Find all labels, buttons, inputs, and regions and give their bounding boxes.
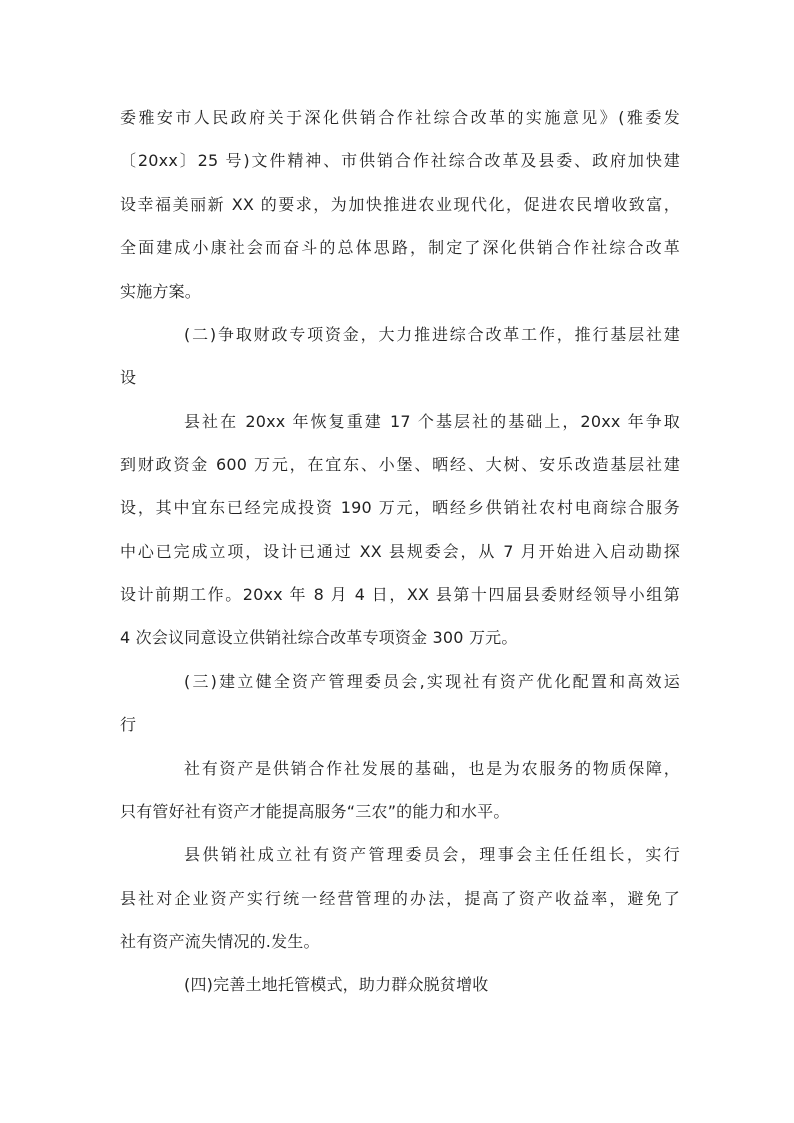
- paragraph-line: 设幸福美丽新 XX 的要求，为加快推进农业现代化，促进农民增收致富，: [120, 195, 680, 214]
- paragraph-line: 设，其中宜东已经完成投资 190 万元，晒经乡供销社农村电商综合服务: [120, 498, 680, 517]
- paragraph-line: 〔20xx〕25 号)文件精神、市供销合作社综合改革及县委、政府加快建: [120, 151, 680, 170]
- paragraph-line: 中心已完成立项，设计已通过 XX 县规委会，从 7 月开始进入启动勘探: [120, 542, 680, 561]
- section-heading-line: (二)争取财政专项资金，大力推进综合改革工作，推行基层社建: [184, 325, 680, 344]
- paragraph-line: 委雅安市人民政府关于深化供销合作社综合改革的实施意见》(雅委发: [120, 108, 680, 127]
- paragraph-line: 4 次会议同意设立供销社综合改革专项资金 300 万元。: [120, 628, 518, 647]
- paragraph-line: 只有管好社有资产才能提高服务“三农”的能力和水平。: [120, 802, 510, 821]
- paragraph-line: 到财政资金 600 万元，在宜东、小堡、晒经、大树、安乐改造基层社建: [120, 455, 680, 474]
- paragraph-line: 设计前期工作。20xx 年 8 月 4 日，XX 县第十四届县委财经领导小组第: [120, 585, 680, 604]
- section-heading-line: 设: [120, 368, 137, 387]
- section-heading-line: (三)建立健全资产管理委员会,实现社有资产优化配置和高效运: [184, 672, 680, 691]
- section-heading-line: 行: [120, 715, 137, 734]
- paragraph-line: 县社对企业资产实行统一经营管理的办法，提高了资产收益率，避免了: [120, 889, 680, 908]
- paragraph-line: 社有资产是供销合作社发展的基础，也是为农服务的物质保障，: [184, 759, 680, 778]
- paragraph-line: 实施方案。: [120, 282, 202, 301]
- section-heading-line: (四)完善土地托管模式，助力群众脱贫增收: [184, 975, 489, 994]
- paragraph-line: 县供销社成立社有资产管理委员会，理事会主任任组长，实行: [184, 845, 680, 864]
- paragraph-line: 县社在 20xx 年恢复重建 17 个基层社的基础上，20xx 年争取: [184, 412, 680, 431]
- paragraph-line: 全面建成小康社会而奋斗的总体思路，制定了深化供销合作社综合改革: [120, 238, 680, 257]
- paragraph-line: 社有资产流失情况的.发生。: [120, 932, 320, 951]
